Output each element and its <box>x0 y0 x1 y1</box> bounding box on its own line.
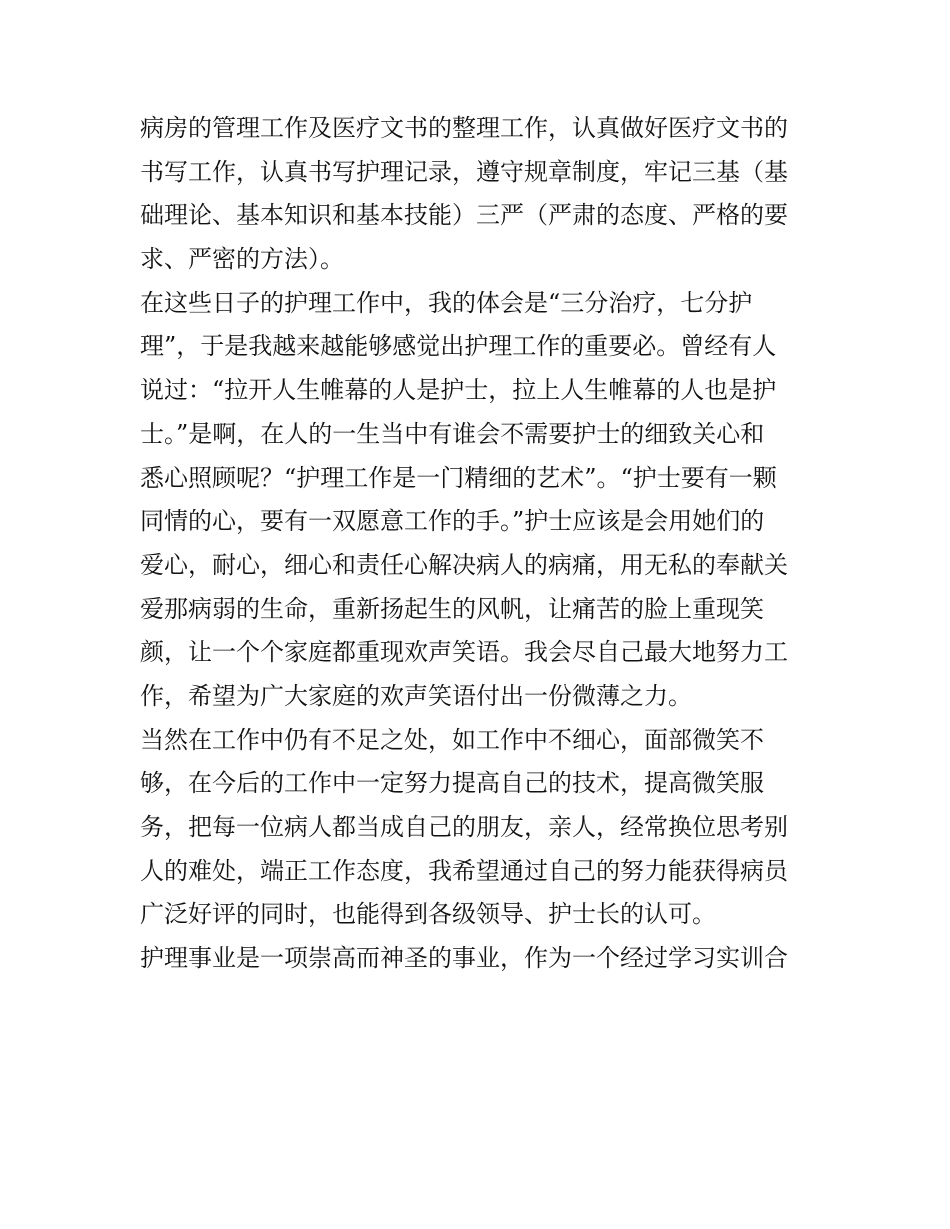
text-line: 务，把每一位病人都当成自己的朋友，亲人，经常换位思考别 <box>140 813 788 841</box>
text-line: 在这些日子的护理工作中，我的体会是“三分治疗，七分护 <box>140 288 753 317</box>
text-line: 士。”是啊，在人的一生当中有谁会不需要护士的细致关心和 <box>140 419 765 448</box>
text-line: 说过：“拉开人生帷幕的人是护士，拉上人生帷幕的人也是护 <box>140 376 777 405</box>
paragraph-3 <box>140 719 820 937</box>
text-line: 础理论、基本知识和基本技能）三严（严肃的态度、严格的要 <box>140 201 788 230</box>
text-line: 颜，让一个个家庭都重现欢声笑语。我会尽自己最大地努力工 <box>140 638 788 667</box>
text-line: 护理事业是一项崇高而神圣的事业，作为一个经过学习实训合 <box>140 944 788 973</box>
document-body <box>140 107 820 981</box>
text-line: 人的难处，端正工作态度，我希望通过自己的努力能获得病员 <box>140 856 788 885</box>
text-line: 爱心，耐心，细心和责任心解决病人的病痛，用无私的奉献关 <box>140 550 788 579</box>
text-line: 作，希望为广大家庭的欢声笑语付出一份微薄之力。 <box>140 681 692 710</box>
paragraph-4 <box>140 937 820 981</box>
text-line: 悉心照顾呢？“护理工作是一门精细的艺术”。“护士要有一颗 <box>140 463 777 492</box>
text-line: 广泛好评的同时，也能得到各级领导、护士长的认可。 <box>140 900 716 929</box>
text-line: 同情的心，要有一双愿意工作的手。”护士应该是会用她们的 <box>140 507 765 536</box>
text-line: 爱那病弱的生命，重新扬起生的风帆，让痛苦的脸上重现笑 <box>140 594 764 623</box>
text-line: 求、严密的方法）。 <box>140 245 344 274</box>
text-line: 理”，于是我越来越能够感觉出护理工作的重要必。曾经有人 <box>140 332 777 361</box>
paragraph-2 <box>140 282 820 719</box>
text-line: 病房的管理工作及医疗文书的整理工作，认真做好医疗文书的 <box>140 114 788 142</box>
text-line: 够，在今后的工作中一定努力提高自己的技术，提高微笑服 <box>140 769 764 798</box>
text-line: 书写工作，认真书写护理记录，遵守规章制度，牢记三基（基 <box>140 157 788 186</box>
text-line: 当然在工作中仍有不足之处，如工作中不细心，面部微笑不 <box>140 725 764 754</box>
paragraph-1 <box>140 107 820 282</box>
